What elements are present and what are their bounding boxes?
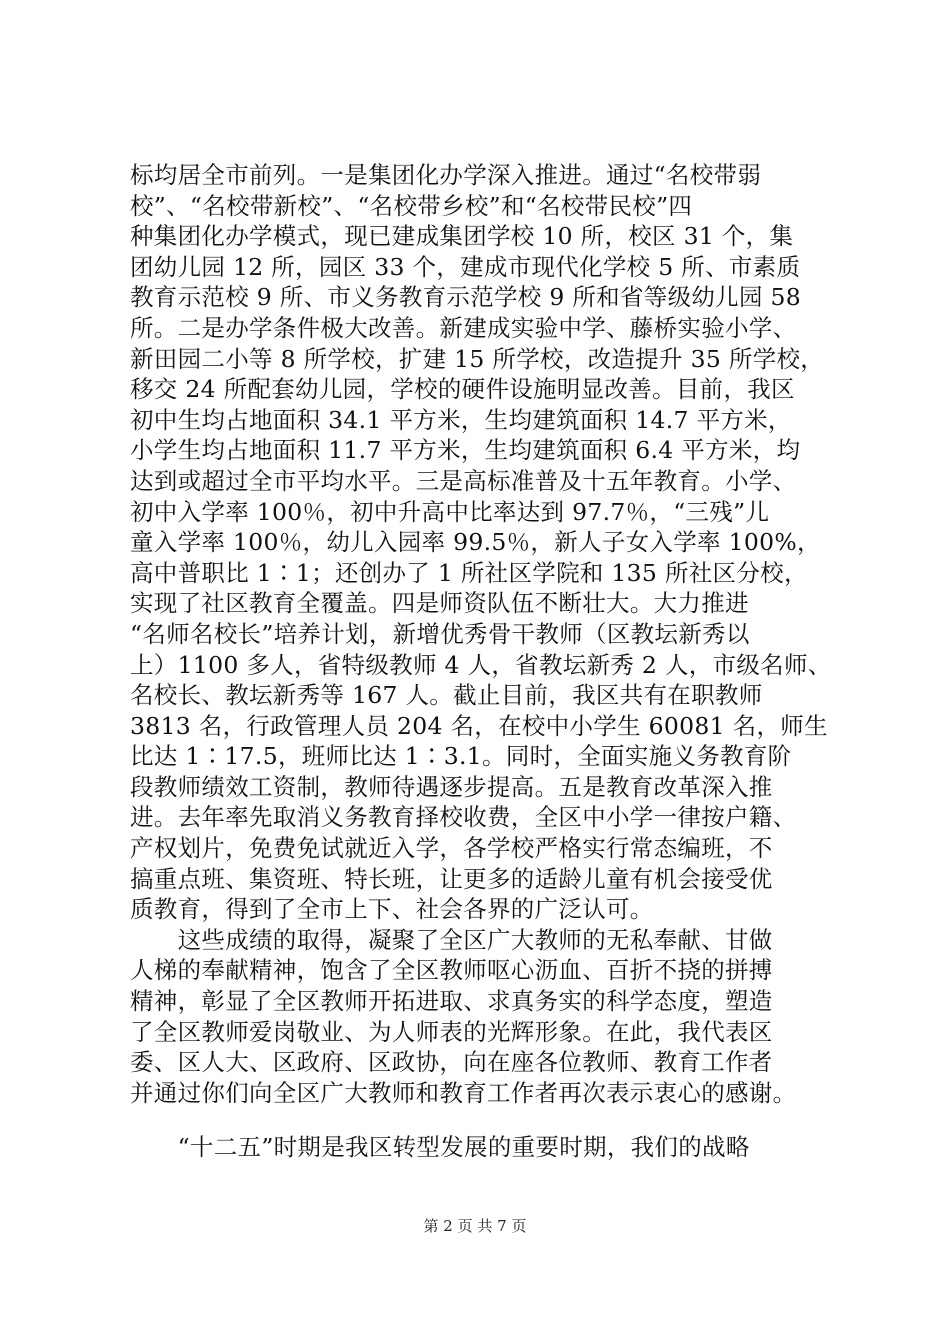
text-line-14: 高中普职比 1∶1；还创办了 1 所社区学院和 135 所社区分校， [130, 558, 808, 587]
text-line-19: 3813 名，行政管理人员 204 名，在校中小学生 60081 名，师生 [130, 711, 828, 740]
text-line-18: 名校长、教坛新秀等 167 人。截止目前，我区共有在职教师 [130, 681, 763, 710]
text-line-11: 达到或超过全市平均水平。三是高标准普及十五年教育。小学、 [130, 466, 797, 495]
text-line-27: 人梯的奉献精神，饱含了全区教师呕心沥血、百折不挠的拼搏 [130, 956, 773, 985]
next-paragraph-line: “十二五”时期是我区转型发展的重要时期，我们的战略 [130, 1133, 750, 1162]
text-line-3: 种集团化办学模式，现已建成集团学校 10 所，校区 31 个，集 [130, 222, 794, 251]
text-line-26: 这些成绩的取得，凝聚了全区广大教师的无私奉献、甘做 [130, 925, 773, 954]
text-line-31: 并通过你们向全区广大教师和教育工作者再次表示衷心的感谢。 [130, 1078, 797, 1107]
text-line-4: 团幼儿园 12 所，园区 33 个，建成市现代化学校 5 所、市素质 [130, 252, 801, 281]
text-line-13: 童入学率 100％，幼儿入园率 99.5％，新人子女入学率 100%， [130, 528, 821, 557]
paragraph-gap [130, 1108, 830, 1132]
text-line-17: 上）1100 多人，省特级教师 4 人，省教坛新秀 2 人，市级名师、 [130, 650, 832, 679]
text-line-2: 校”、“名校带新校”、“名校带乡校”和“名校带民校”四 [130, 191, 693, 220]
text-line-6: 所。二是办学条件极大改善。新建成实验中学、藤桥实验小学、 [130, 313, 797, 342]
text-line-23: 产权划片，免费免试就近入学，各学校严格实行常态编班，不 [130, 834, 773, 863]
page-number-footer: 第 2 页 共 7 页 [423, 1217, 527, 1235]
text-line-16: “名师名校长”培养计划，新增优秀骨干教师（区教坛新秀以 [130, 619, 750, 648]
text-line-20: 比达 1∶17.5，班师比达 1∶3.1。同时，全面实施义务教育阶 [130, 742, 792, 771]
text-line-9: 初中生均占地面积 34.1 平方米，生均建筑面积 14.7 平方米， [130, 405, 792, 434]
text-line-5: 教育示范校 9 所、市义务教育示范学校 9 所和省等级幼儿园 58 [130, 283, 802, 312]
text-line-25: 质教育，得到了全市上下、社会各界的广泛认可。 [130, 895, 654, 924]
text-line-24: 搞重点班、集资班、特长班，让更多的适龄儿童有机会接受优 [130, 864, 773, 893]
text-line-10: 小学生均占地面积 11.7 平方米，生均建筑面积 6.4 平方米，均 [130, 436, 801, 465]
text-line-8: 移交 24 所配套幼儿园，学校的硬件设施明显改善。目前，我区 [130, 375, 795, 404]
text-line-22: 进。去年率先取消义务教育择校收费，全区中小学一律按户籍、 [130, 803, 797, 832]
text-line-30: 委、区人大、区政府、区政协，向在座各位教师、教育工作者 [130, 1048, 773, 1077]
text-line-29: 了全区教师爱岗敬业、为人师表的光辉形象。在此，我代表区 [130, 1017, 773, 1046]
body-text [130, 160, 830, 1163]
text-line-21: 段教师绩效工资制，教师待遇逐步提高。五是教育改革深入推 [130, 772, 773, 801]
text-line-28: 精神，彰显了全区教师开拓进取、求真务实的科学态度，塑造 [130, 987, 773, 1016]
text-line-12: 初中入学率 100％，初中升高中比率达到 97.7％，“三残”儿 [130, 497, 770, 526]
text-line-15: 实现了社区教育全覆盖。四是师资队伍不断壮大。大力推进 [130, 589, 749, 618]
text-line-7: 新田园二小等 8 所学校，扩建 15 所学校，改造提升 35 所学校， [130, 344, 825, 373]
text-line-1: 标均居全市前列。一是集团化办学深入推进。通过“名校带弱 [130, 161, 762, 189]
